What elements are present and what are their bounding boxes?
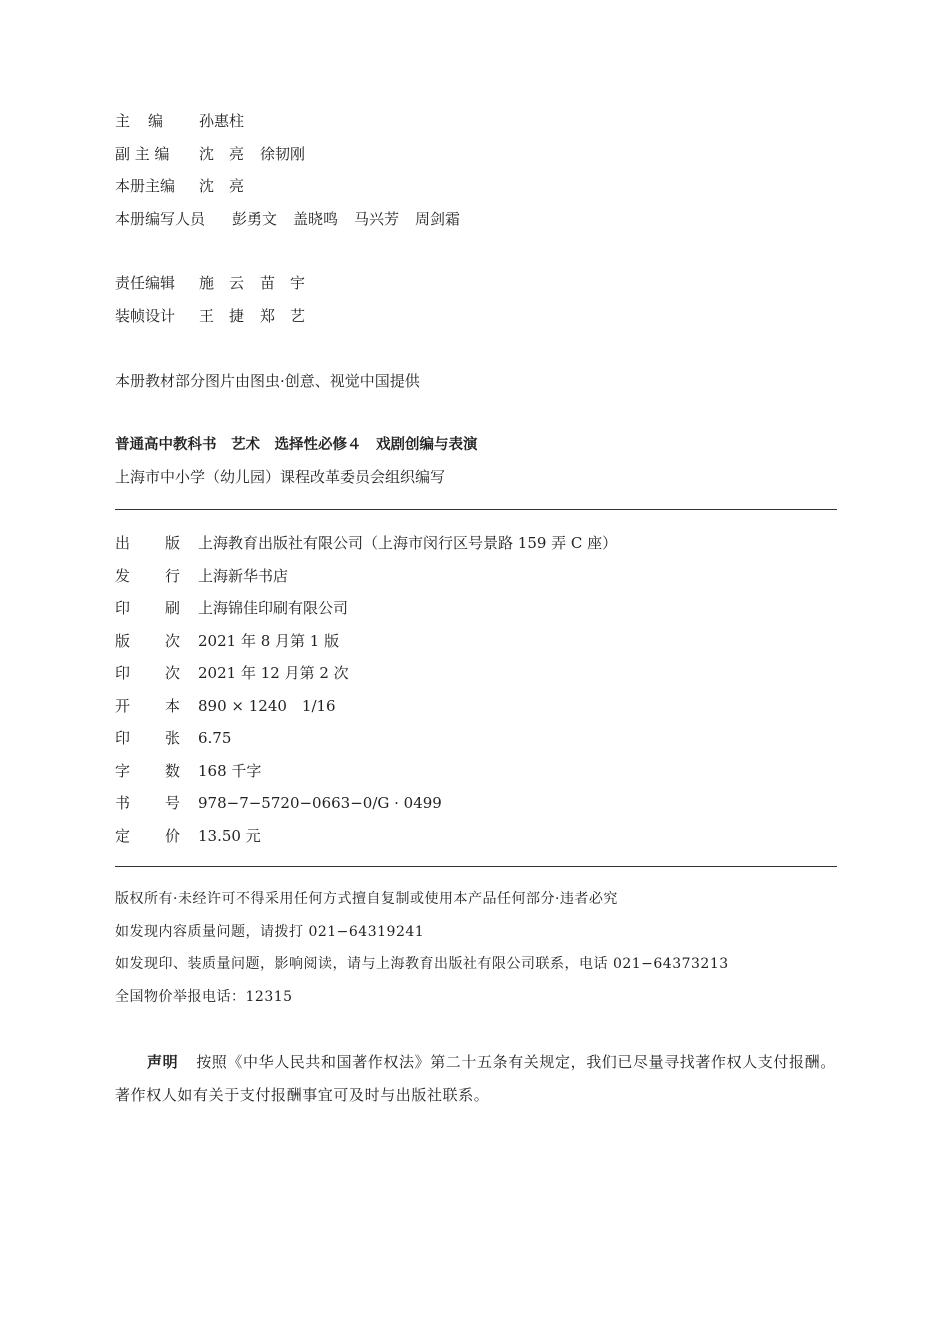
pub-key-a: 发 [115,566,131,585]
deputy-editor-row [115,146,305,162]
pub-value: 上海新华书店 [198,566,289,585]
pub-key-b: 行 [165,566,181,585]
pub-value: 上海教育出版社有限公司（上海市闵行区号景路 159 弄 C 座） [198,534,618,552]
writers-row [115,211,460,227]
designer-name-2: 郑 艺 [260,307,306,325]
pub-key-b: 刷 [165,599,181,617]
pub-key-a: 印 [115,729,131,747]
copyright-notice: 版权所有·未经许可不得采用任何方式擅自复制或使用本产品任何部分·违者必究 [115,891,618,907]
pub-key-b: 价 [165,826,181,845]
deputy-editor-name-1: 沈 亮 [199,145,245,163]
pub-row [115,665,617,681]
pub-row [115,535,617,551]
pub-row [115,763,617,779]
pub-value: 13.50 元 [198,826,261,845]
pub-key-b: 次 [165,631,181,650]
pub-key-b: 版 [165,534,181,552]
responsible-editor-label: 责任编辑 [115,274,176,292]
pub-row [115,568,617,584]
pub-key-a: 印 [115,599,131,617]
bottom-divider [115,866,837,867]
pub-row [115,600,617,616]
design-label: 装帧设计 [115,307,176,325]
responsible-editor-row [115,275,305,291]
pub-row [115,795,617,811]
pub-key-b: 次 [165,664,181,682]
pub-value: 978−7−5720−0663−0/G · 0499 [198,794,442,812]
pub-row [115,698,617,714]
pub-key-a: 字 [115,761,131,780]
pub-key-b: 数 [165,761,181,780]
statement [115,1046,837,1112]
volume-chief-label: 本册主编 [115,177,176,195]
pub-row [115,730,617,746]
pub-row [115,633,617,649]
deputy-editor-name-2: 徐韧刚 [260,145,306,163]
responsible-editor-name-1: 施 云 [199,274,245,292]
publication-info [115,535,617,844]
statement-label: 声明 [147,1053,179,1071]
pub-key-a: 书 [115,794,131,812]
pub-row [115,828,617,844]
statement-text: 按照《中华人民共和国著作权法》第二十五条有关规定，我们已尽量寻找著作权人支付报酬。著作权人如有关于支付报酬事宜可及时与出版社联系。 [115,1053,836,1104]
content-quality-notice: 如发现内容质量问题，请拨打 021−64319241 [115,924,425,940]
design-row [115,308,305,324]
writer-2: 盖晓鸣 [293,210,339,228]
pub-key-b: 号 [165,794,181,812]
pub-key-a: 开 [115,696,131,715]
chief-editor-label-b: 编 [148,112,164,130]
writer-1: 彭勇文 [232,210,278,228]
chief-editor-row [115,113,244,129]
writer-3: 马兴芳 [354,210,400,228]
pub-key-a: 定 [115,826,131,845]
writers-label: 本册编写人员 [115,210,206,228]
pub-value: 2021 年 8 月第 1 版 [198,631,340,650]
print-quality-notice: 如发现印、装质量问题，影响阅读，请与上海教育出版社有限公司联系，电话 021−64373213 [115,956,729,972]
pub-key-b: 本 [165,696,181,715]
pub-key-a: 印 [115,664,131,682]
pub-value: 2021 年 12 月第 2 次 [198,664,349,682]
designer-name-1: 王 捷 [199,307,245,325]
volume-chief-row [115,178,244,194]
deputy-editor-label: 副 主 编 [115,145,170,163]
writer-4: 周剑霜 [415,210,461,228]
pub-key-b: 张 [165,729,181,747]
book-organizer: 上海市中小学（幼儿园）课程改革委员会组织编写 [115,468,446,486]
book-title: 普通高中教科书 艺术 选择性必修４ 戏剧创编与表演 [115,437,478,453]
pub-value: 890 × 1240 1/16 [198,696,336,715]
pub-value: 6.75 [198,729,232,747]
pub-value: 168 千字 [198,761,262,780]
pub-key-a: 版 [115,631,131,650]
pub-key-a: 出 [115,534,131,552]
chief-editor-name: 孙惠柱 [199,112,245,130]
top-divider [115,509,837,510]
volume-chief-name: 沈 亮 [199,177,245,195]
pub-value: 上海锦佳印刷有限公司 [198,599,349,617]
responsible-editor-name-2: 苗 宇 [260,274,306,292]
price-report-notice: 全国物价举报电话：12315 [115,989,293,1005]
chief-editor-label-a: 主 [115,112,131,130]
image-credit: 本册教材部分图片由图虫·创意、视觉中国提供 [115,372,420,390]
